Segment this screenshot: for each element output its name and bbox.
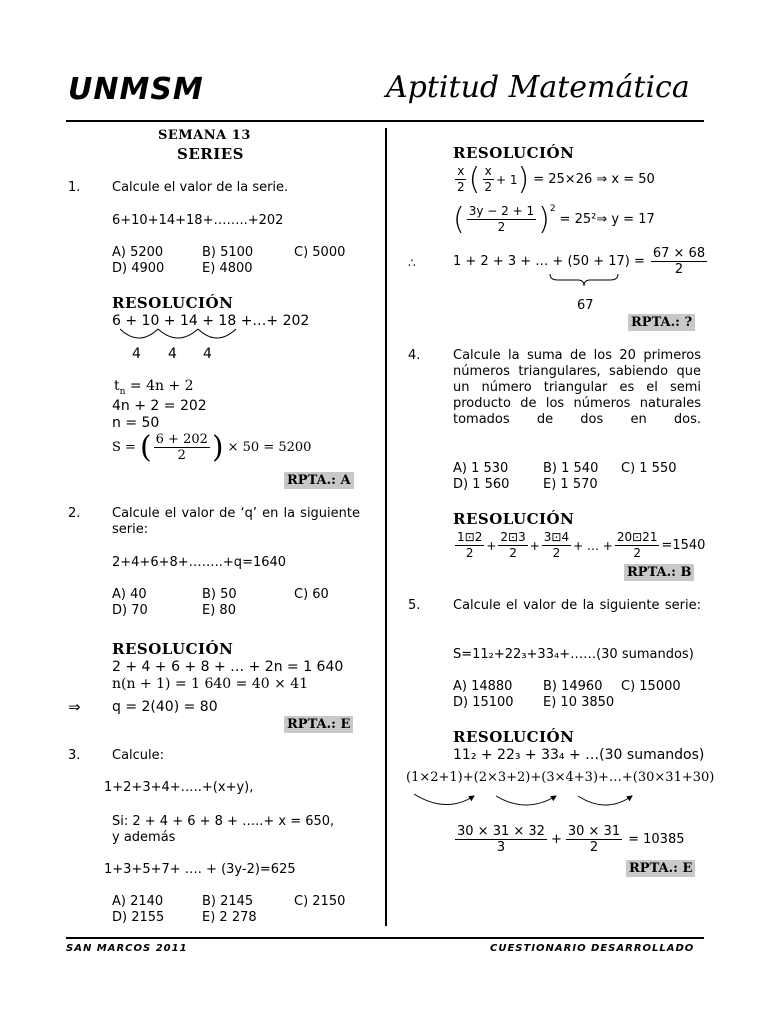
column-divider [385,128,387,926]
p3-number: 3. [68,748,81,763]
p3-eq1-2: 2 [457,180,465,194]
p4-frac-4-den: 2 [633,546,641,560]
p3-eq1-plus-one: + 1 [496,172,518,187]
p3-statement: Calcule: [112,748,165,763]
p3-option-c: C) 2150 [294,894,346,909]
p4-op-3: + … + [573,538,613,553]
p3-eq1: $\frac{x}{2}$ ( $\frac{x}{2}$ + 1 ) = 25×26 ⇒ x = 50 [457,161,655,197]
p1-answer-badge: RPTA.: A [284,472,354,489]
p4-answer-badge: RPTA.: B [624,564,694,581]
p3-eq1-inner-x: x [484,164,492,178]
p2-line1: 2 + 4 + 6 + 8 + … + 2n = 1 640 [112,659,344,675]
p4-option-d: D) 1 560 [453,477,510,492]
p1-number: 1. [68,180,81,195]
p2-option-d: D) 70 [112,603,148,618]
p3-eq2-exp: 2 [549,204,556,214]
p1-tn-rhs: = 4n + 2 [129,378,194,394]
p1-resolution-title: RESOLUCIÓN [112,294,234,312]
p3-eq2-den: 2 [497,220,506,234]
p5-arrows [406,788,646,814]
p4-frac-1-num: 1⊡2 [457,530,483,544]
p1-option-a: A) 5200 [112,245,164,260]
p5-options [453,679,701,711]
p1-diff-3: 4 [203,346,212,362]
p1-series: 6+10+14+18+……..+202 [112,213,284,228]
p5-frac2-den: 2 [589,840,599,855]
footer-rule [66,937,704,939]
p2-series: 2+4+6+8+……..+q=1640 [112,555,287,570]
p3-answer-badge: RPTA.: ? [628,314,695,331]
header-rule [66,120,704,122]
p3-eq1-x: x [457,164,465,178]
p4-frac-2-den: 2 [509,546,517,560]
p2-implies-arrow: ⇒ [68,698,81,716]
p1-s-num: 6 + 202 [155,432,208,447]
p2-answer-badge: RPTA.: E [284,716,353,733]
p4-frac-3-num: 3⊡4 [543,530,570,544]
p4-options [453,461,701,493]
p4-op-1: + [486,538,497,553]
p5-option-b: B) 14960 [543,679,603,694]
p5-line1: 11₂ + 22₃ + 33₄ + …(30 sumandos) [453,747,705,763]
p5-frac1-num: 30 × 31 × 32 [457,824,545,839]
p1-options [112,245,384,277]
p3-eq3-lhs: 1 + 2 + 3 + … + (50 + 17) = [453,254,645,269]
p5-frac1-den: 3 [496,840,506,855]
p3-series: 1+2+3+4+…..+(x+y), [104,780,254,795]
p1-statement: Calcule el valor de la serie. [112,180,289,195]
p3-condition-1: Si: 2 + 4 + 6 + 8 + …..+ x = 650, [112,814,335,829]
p1-s-rhs: × 50 = 5200 [227,440,312,455]
p1-tn: t [114,378,120,394]
p4-frac-4-num: 20⊡21 [616,530,658,544]
p4-statement: Calcule la suma de los 20 primeros números triangulares, sabiendo que un número triangular es el semi producto de los números naturales tomados de dos en dos. [453,348,701,427]
p1-diff-2: 4 [168,346,177,362]
therefore-symbol: ∴ [408,256,416,270]
p4-frac-2-num: 2⊡3 [500,530,526,544]
p3-eq2-rhs: = 25²⇒ y = 17 [559,212,655,227]
p3-eq3-num: 67 × 68 [652,246,706,261]
p3-options [112,894,384,926]
p1-sum-formula: S = ( $\frac{6 + 202}{2}$ ) × 50 = 5200 [112,429,312,465]
p1-tn-formula [114,378,194,397]
p5-option-a: A) 14880 [453,679,513,694]
footer-right: CUESTIONARIO DESARROLLADO [490,943,695,954]
p1-option-b: B) 5100 [202,245,254,260]
p5-line2: (1×2+1)+(2×3+2)+(3×4+3)+…+(30×31+30) [406,770,715,785]
p3-option-a: A) 2140 [112,894,164,909]
p5-answer-badge: RPTA.: E [626,860,695,877]
p4-frac-3-den: 2 [552,546,561,560]
p4-number: 4. [408,348,421,363]
p2-statement: Calcule el valor de ‘q’ en la siguiente serie: [112,506,360,537]
p5-series: S=11₂+22₃+33₄+……(30 sumandos) [453,647,694,662]
p3-option-d: D) 2155 [112,910,165,925]
p3-eq1-inner-2: 2 [484,180,492,194]
p1-eq2: n = 50 [112,415,160,431]
p2-line3: q = 2(40) = 80 [112,699,218,715]
p2-resolution-title: RESOLUCIÓN [112,640,234,658]
p4-sum [453,530,705,561]
p2-number: 2. [68,506,81,521]
p4-option-e: E) 1 570 [543,477,598,492]
p5-final [453,824,685,855]
p3-eq3-den: 2 [674,262,684,277]
p2-option-e: E) 80 [202,603,236,618]
p2-option-c: C) 60 [294,587,329,602]
p1-eq1: 4n + 2 = 202 [112,398,207,414]
p3-eq1-rhs: = 25×26 ⇒ x = 50 [533,172,655,187]
p5-number: 5. [408,598,421,613]
p3-underbrace-value: 67 [577,298,594,313]
p3-option-e: E) 2 278 [202,910,257,925]
p1-option-e: E) 4800 [202,261,253,276]
p3-eq2: ( $\frac{3y - 2 + 1}{2}$ ) $^2$ = 25²⇒ y = 17 [453,201,655,237]
p2-options [112,587,384,619]
p1-diff-1: 4 [132,346,141,362]
p5-plus: + [550,832,562,847]
p5-statement: Calcule el valor de la siguiente serie: [453,598,701,613]
p3-resolution-title: RESOLUCIÓN [453,144,575,162]
header-right-title: Aptitud Matemática [386,70,690,105]
topic-title: SERIES [177,145,245,163]
p2-line2: n(n + 1) = 1 640 = 40 × 41 [112,676,309,692]
p2-option-b: B) 50 [202,587,237,602]
p1-tn-sub: n [119,386,126,397]
p1-s-den: 2 [177,448,186,463]
p5-option-d: D) 15100 [453,695,514,710]
week-label: SEMANA 13 [158,128,251,143]
p5-option-c: C) 15000 [621,679,681,694]
header-left-title: UNMSM [68,72,204,107]
p4-resolution-title: RESOLUCIÓN [453,510,575,528]
p1-terms: 6 + 10 + 14 + 18 +…+ 202 [112,313,310,329]
p4-option-a: A) 1 530 [453,461,509,476]
p1-option-c: C) 5000 [294,245,346,260]
p5-option-e: E) 10 3850 [543,695,615,710]
p3-condition-2: y además [112,830,176,845]
p4-rhs: =1540 [661,538,706,553]
p3-option-b: B) 2145 [202,894,254,909]
p3-series-2: 1+3+5+7+ …. + (3y-2)=625 [104,862,296,877]
footer-left: SAN MARCOS 2011 [66,943,188,954]
p5-frac2-num: 30 × 31 [567,824,621,839]
p1-option-d: D) 4900 [112,261,165,276]
p2-option-a: A) 40 [112,587,147,602]
p4-option-c: C) 1 550 [621,461,677,476]
p4-op-2: + [529,538,540,553]
p3-eq2-num: 3y − 2 + 1 [468,204,535,218]
p4-option-b: B) 1 540 [543,461,599,476]
p3-underbrace [548,272,620,288]
p5-resolution-title: RESOLUCIÓN [453,728,575,746]
p4-frac-1-den: 2 [465,546,474,560]
p1-s-lhs: S = [112,440,136,455]
p5-rhs: = 10385 [628,832,685,847]
